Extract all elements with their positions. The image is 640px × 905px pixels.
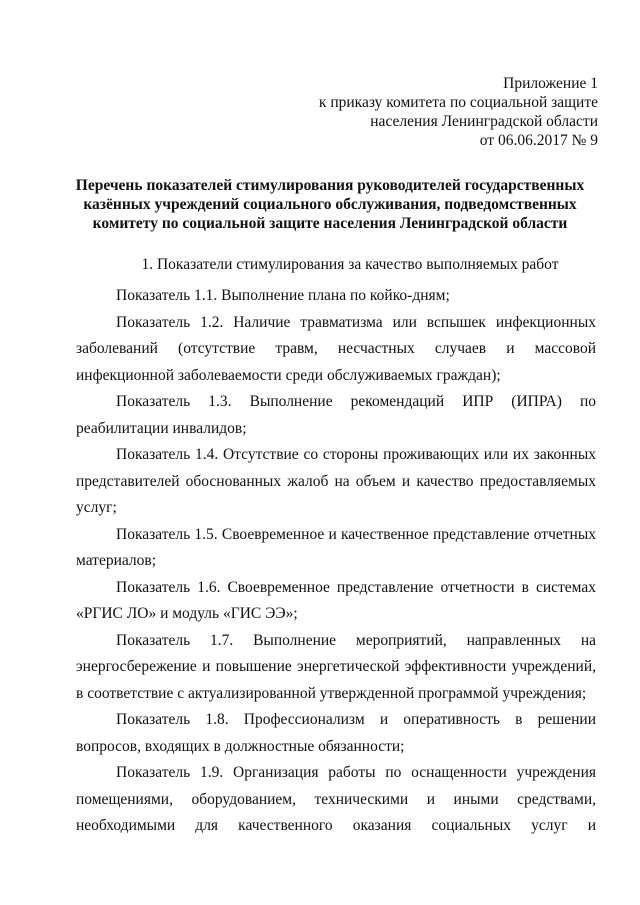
indicator-paragraph: Показатель 1.3. Выполнение рекомендаций ИПР (ИПРА) по реабилитации инвалидов; — [76, 393, 596, 437]
annex-line: Приложение 1 — [503, 75, 598, 92]
indicator-paragraph: Показатель 1.2. Наличие травматизма или вспышек инфекционных заболеваний (отсутствие травм, несчастных случаев и массовой инфекционной заболеваемости среди обслуживаемых граждан); — [76, 313, 596, 384]
indicator-list — [76, 283, 596, 840]
indicator-paragraph: Показатель 1.5. Своевременное и качественное представление отчетных материалов; — [76, 525, 596, 569]
indicator-paragraph: Показатель 1.4. Отсутствие со стороны проживающих или их законных представителей обоснованных жалоб на объем и качество предоставляемых услуг; — [76, 446, 596, 516]
indicator-paragraph: Показатель 1.6. Своевременное представление отчетности в системах «РГИС ЛО» и модуль «ГИС ЭЭ»; — [76, 578, 596, 622]
annex-line: к приказу комитета по социальной защите — [318, 94, 598, 111]
indicator-paragraph: Показатель 1.9. Организация работы по оснащенности учреждения помещениями, оборудованием, техническими и иными средствами, необходимыми для качественного оказания социальных услуг и — [76, 764, 596, 834]
annex-header — [319, 74, 598, 150]
annex-line: от 06.06.2017 № 9 — [479, 132, 598, 149]
indicator-paragraph: Показатель 1.8. Профессионализм и оперативность в решении вопросов, входящих в должностные обязанности; — [76, 711, 596, 755]
document-title: Перечень показателей стимулирования руководителей государственных казённых учреждений социального обслуживания, подведомственных комитету по социальной защите населения Ленинградской области — [75, 177, 585, 232]
annex-line: населения Ленинградской области — [370, 113, 598, 130]
section-title: 1. Показатели стимулирования за качество выполняемых работ — [141, 256, 559, 273]
indicator-paragraph: Показатель 1.1. Выполнение плана по койко-дням; — [116, 287, 450, 304]
indicator-paragraph: Показатель 1.7. Выполнение мероприятий, направленных на энергосбережение и повышение энергетической эффективности учреждений, в соответствие с актуализированной утвержденной программой учреждения; — [76, 631, 596, 702]
